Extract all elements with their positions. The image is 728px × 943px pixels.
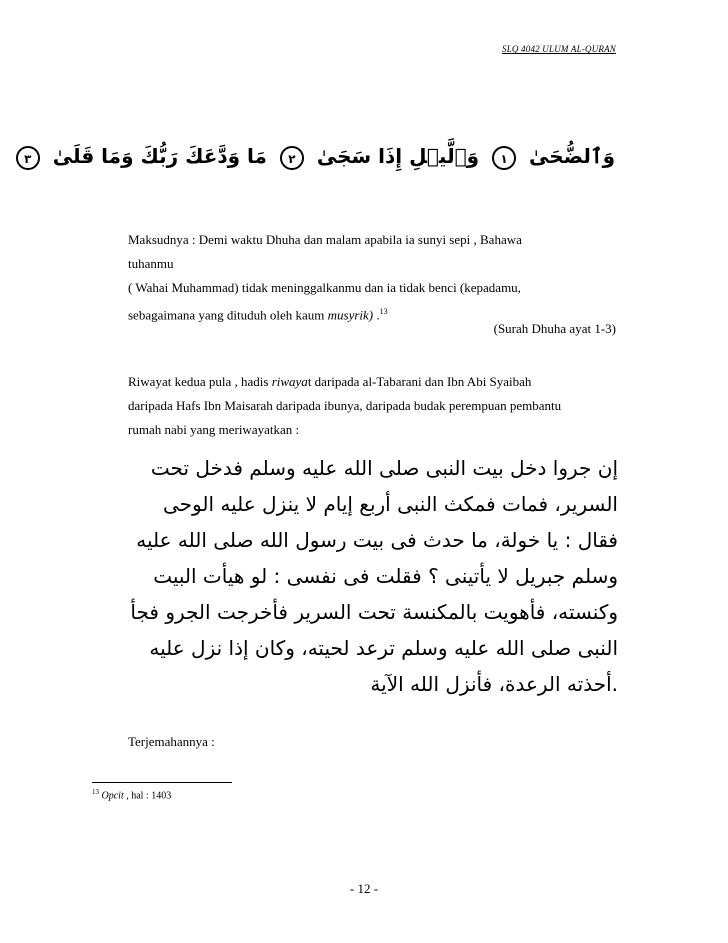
- translation-line-2: tuhanmu: [128, 256, 174, 271]
- ayah-number-1: ١: [492, 146, 516, 170]
- translation-line-3: ( Wahai Muhammad) tidak meninggalkanmu dan ia tidak benci (kepadamu,: [128, 280, 521, 295]
- translation-line-4-end: .: [373, 307, 380, 323]
- verse-part-2: وَٱلَّيۡلِ إِذَا سَجَىٰ: [316, 144, 480, 168]
- footnote-italic: Opcit: [101, 790, 124, 802]
- footnote-number: 13: [92, 788, 99, 796]
- verse-part-1: وَٱلضُّحَىٰ: [528, 144, 615, 168]
- hadith-line: وكنسته، فأهويت بالمكنسة تحت السرير فأخرجت الجرو فجأ: [130, 600, 618, 624]
- hadith-line: السرير، فمات فمكث النبى أربع إيام لا ينزل عليه الوحى: [163, 492, 618, 516]
- hadith-line: .أحذته الرعدة، فأنزل الله الآية: [370, 672, 618, 696]
- riwayat-italic: riwaya: [271, 374, 308, 389]
- quran-verse: [24, 136, 615, 176]
- footnote-ref: 13: [379, 307, 388, 316]
- hadith-arabic-text: [118, 450, 618, 702]
- hadith-line: النبى صلى الله عليه وسلم ترعد لحيته، وكان إذا نزل عليه: [149, 636, 618, 660]
- translation-line-1: Maksudnya : Demi waktu Dhuha dan malam apabila ia sunyi sepi , Bahawa: [128, 232, 522, 247]
- riwayat-line-2: daripada Hafs Ibn Maisarah daripada ibunya, daripada budak perempuan pembantu: [128, 398, 562, 413]
- verse-part-3: مَا وَدَّعَكَ رَبُّكَ وَمَا قَلَىٰ: [52, 144, 267, 168]
- page-number: - 12 -: [349, 881, 379, 896]
- ayah-number-3: ٣: [16, 146, 40, 170]
- hadith-line: إن جروا دخل بيت النبى صلى الله عليه وسلم فدخل تحت: [150, 456, 618, 480]
- ayah-number-2: ٢: [280, 146, 304, 170]
- verse-source: (Surah Dhuha ayat 1-3): [493, 321, 616, 336]
- running-header: SLQ 4042 ULUM AL-QURAN: [502, 44, 616, 54]
- terjemahan-label: Terjemahannya :: [128, 734, 215, 749]
- riwayat-paragraph: [128, 370, 618, 442]
- footnote-text: , hal : 1403: [123, 790, 172, 802]
- riwayat-line-1-b: t daripada al-Tabarani dan Ibn Abi Syaibah: [307, 374, 532, 389]
- footnote-divider: [92, 782, 232, 783]
- riwayat-line-1: [128, 370, 618, 394]
- riwayat-line-3: rumah nabi yang meriwayatkan :: [128, 422, 300, 437]
- translation-italic: musyrik): [327, 307, 374, 323]
- hadith-line: فقال : يا خولة، ما حدث فى بيت رسول الله صلى الله عليه: [136, 528, 618, 552]
- riwayat-line-1-a: Riwayat kedua pula , hadis: [128, 374, 272, 389]
- verse-translation: [128, 228, 618, 327]
- footnote: [92, 788, 171, 801]
- hadith-line: وسلم جبريل لا يأتينى ؟ فقلت فى نفسى : لو هيأت البيت: [153, 564, 618, 588]
- translation-line-4-text: sebagaimana yang dituduh oleh kaum: [128, 307, 328, 323]
